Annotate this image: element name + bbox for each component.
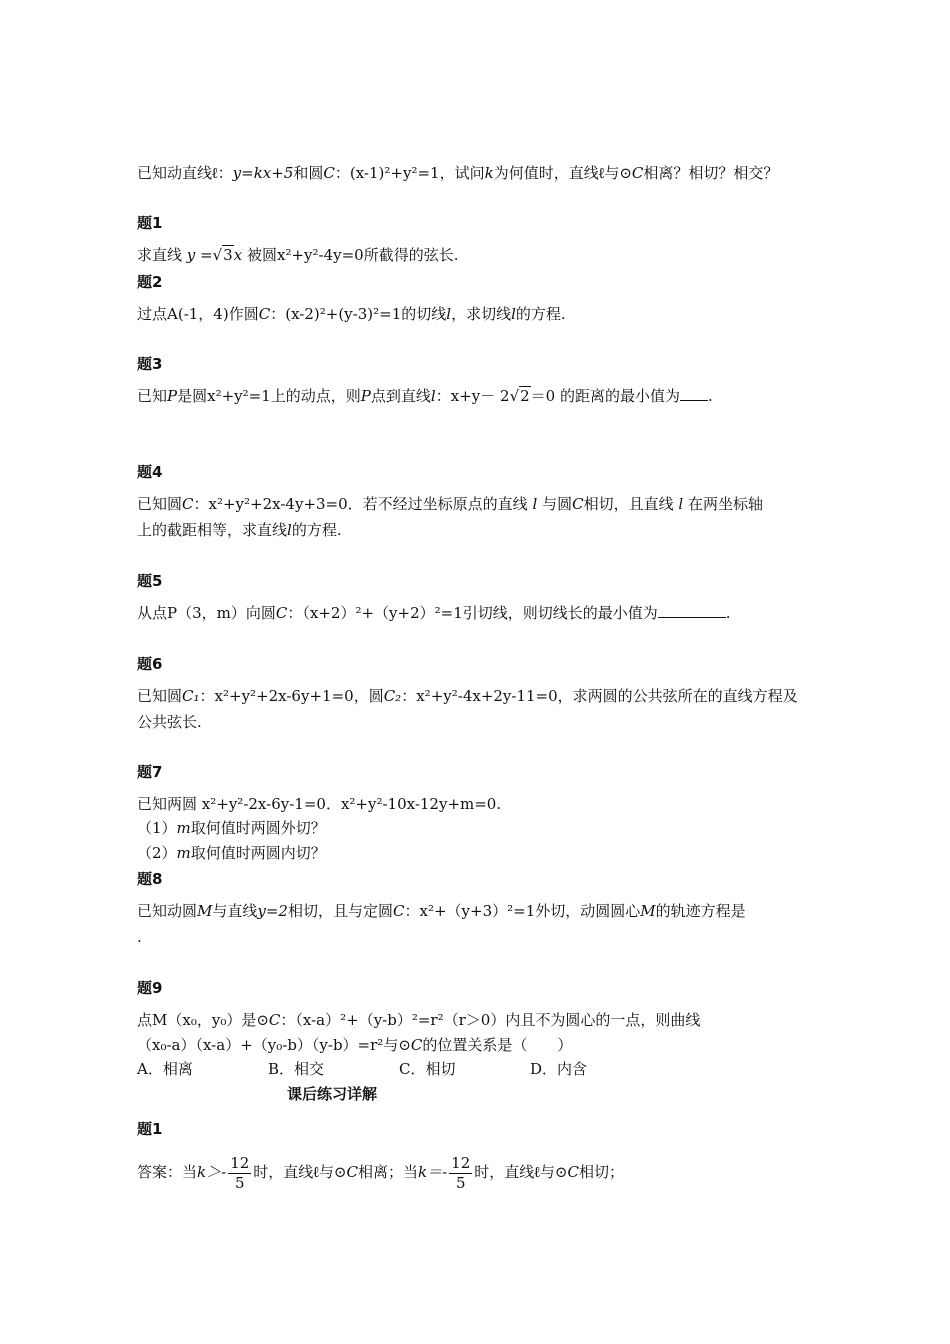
option-a: A．相离 (137, 1060, 193, 1078)
answers-title: 课后练习详解 (287, 1085, 378, 1103)
answer-1-line: 答案：当k＞- $\frac{12}{5}$ 时，直线ℓ与⊙C相离；当k＝- $\frac{12}{5}$ 时，直线ℓ与⊙C相切； (137, 1153, 624, 1192)
q2-line: 过点A(-1，4)作圆C：(x-2)²+(y-3)²=1的切线l，求切线l的方程. (137, 305, 566, 323)
q7-line-1: 已知两圆 x²+y²-2x-6y-1=0．x²+y²-10x-12y+m=0. (137, 795, 502, 813)
q4-line-1: 已知圆C：x²+y²+2x-4y+3=0．若不经过坐标原点的直线 l 与圆C相切，且直线 l 在两坐标轴 (137, 495, 763, 513)
heading-q1: 题1 (137, 214, 163, 232)
q9-line-1: 点M（x₀，y₀）是⊙C：（x-a）²+（y-b）²=r²（r＞0）内且不为圆心的一点，则曲线 (137, 1011, 701, 1029)
option-d: D．内含 (530, 1060, 588, 1078)
option-c: C．相切 (399, 1060, 456, 1078)
sqrt-symbol: √3 (212, 246, 233, 264)
heading-q3: 题3 (137, 355, 163, 373)
q7-line-2: （1）m取何值时两圆外切？ (137, 819, 326, 837)
q4-line-2: 上的截距相等，求直线l的方程. (137, 521, 342, 539)
q1-line: 求直线 y =√3x 被圆x²+y²-4y=0所截得的弦长. (137, 246, 459, 264)
q9-line-2: （x₀-a）（x-a）+（y₀-b）（y-b）=r²与⊙C的位置关系是（ ） (137, 1036, 573, 1054)
q6-line-2: 公共弦长. (137, 713, 202, 731)
heading-q8: 题8 (137, 870, 163, 888)
heading-q6: 题6 (137, 655, 163, 673)
intro-line: 已知动直线ℓ：y=kx+5和圆C：(x-1)²+y²=1，试问k为何值时，直线ℓ与⊙C相离？相切？相交？ (137, 164, 779, 182)
q3-line: 已知P是圆x²+y²=1上的动点，则P点到直线l：x+y－ 2√2＝0 的距离的最小值为 . (137, 387, 713, 405)
q7-line-3: （2）m取何值时两圆内切？ (137, 844, 326, 862)
option-b: B．相交 (268, 1060, 325, 1078)
heading-q5: 题5 (137, 572, 163, 590)
fraction: $\frac{12}{5}$ (451, 1153, 471, 1192)
heading-q2: 题2 (137, 273, 163, 291)
q9-options (137, 1059, 661, 1079)
heading-q7: 题7 (137, 763, 163, 781)
answer-blank (680, 386, 708, 401)
q5-line: 从点P（3，m）向圆C：（x+2）²+（y+2）²=1引切线，则切线长的最小值为 . (137, 604, 731, 622)
heading-q4: 题4 (137, 463, 163, 481)
heading-q9: 题9 (137, 979, 163, 997)
answer-blank (658, 603, 726, 618)
q6-line-1: 已知圆C₁：x²+y²+2x-6y+1=0，圆C₂：x²+y²-4x+2y-11=0，求两圆的公共弦所在的直线方程及 (137, 687, 798, 705)
q8-line-1: 已知动圆M与直线y=2相切，且与定圆C：x²+（y+3）²=1外切，动圆圆心M的轨迹方程是 (137, 902, 746, 920)
sqrt-symbol: √2 (509, 387, 530, 405)
fraction: $\frac{12}{5}$ (230, 1153, 250, 1192)
heading-answer-1: 题1 (137, 1120, 163, 1138)
q8-line-2: . (137, 928, 142, 946)
